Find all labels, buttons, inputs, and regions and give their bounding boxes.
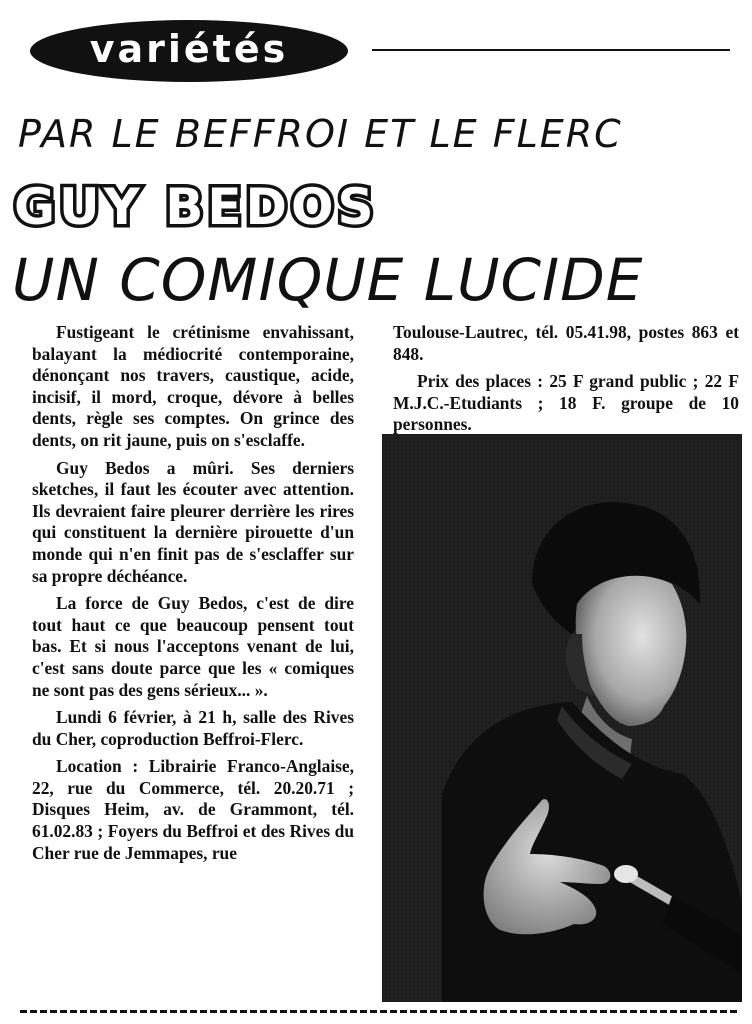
performer-photo xyxy=(382,434,742,1002)
paragraph-date: Lundi 6 février, à 21 h, salle des Rives du Cher, coproduction Beffroi-Flerc. xyxy=(32,707,354,749)
article-left-column xyxy=(32,322,354,870)
paragraph-intro: Fustigeant le crétinisme envahissant, balayant la médiocrité contemporaine, dénonçant nos travers, caustique, acide, incisif, il mord, croque, dévore à belles dents, règle ses comptes. On grince des dents, on rit jaune, puis on s'esclaffe. xyxy=(32,322,354,450)
paragraph-prices: Prix des places : 25 F grand public ; 22 F M.J.C.-Etudiants ; 18 F. groupe de 10 personnes. xyxy=(393,371,739,435)
section-badge xyxy=(30,20,348,82)
section-label: variétés xyxy=(89,27,289,71)
kicker: PAR LE BEFFROI ET LE FLERC xyxy=(18,112,623,156)
paragraph-location-cont: Toulouse-Lautrec, tél. 05.41.98, postes 863 et 848. xyxy=(393,322,739,364)
header-rule xyxy=(372,49,730,51)
paragraph-location: Location : Librairie Franco-Anglaise, 22, rue du Commerce, tél. 20.20.71 ; Disques Heim, av. de Grammont, tél. 61.02.83 ; Foyers du Beffroi et des Rives du Cher rue de Jemmapes, rue xyxy=(32,756,354,863)
headline-subtitle: UN COMIQUE LUCIDE xyxy=(12,246,644,314)
performer-photo-illustration xyxy=(382,434,742,1002)
paragraph-maturity: Guy Bedos a mûri. Ses derniers sketches, il faut les écouter avec attention. Ils devraient faire pleurer derrière les rires qui constituent la dernière pirouette d'un monde qui n'en finit pas de s'esclaffer sur sa propre déchéance. xyxy=(32,457,354,586)
headline-title: GUY BEDOS xyxy=(14,178,378,236)
bottom-rule xyxy=(20,1010,740,1013)
paragraph-strength: La force de Guy Bedos, c'est de dire tout haut ce que beaucoup pensent tout bas. Et si nous l'acceptons venant de lui, c'est sans doute parce que les « comiques ne sont pas des gens sérieux... ». xyxy=(32,593,354,700)
article-right-column xyxy=(393,322,739,442)
